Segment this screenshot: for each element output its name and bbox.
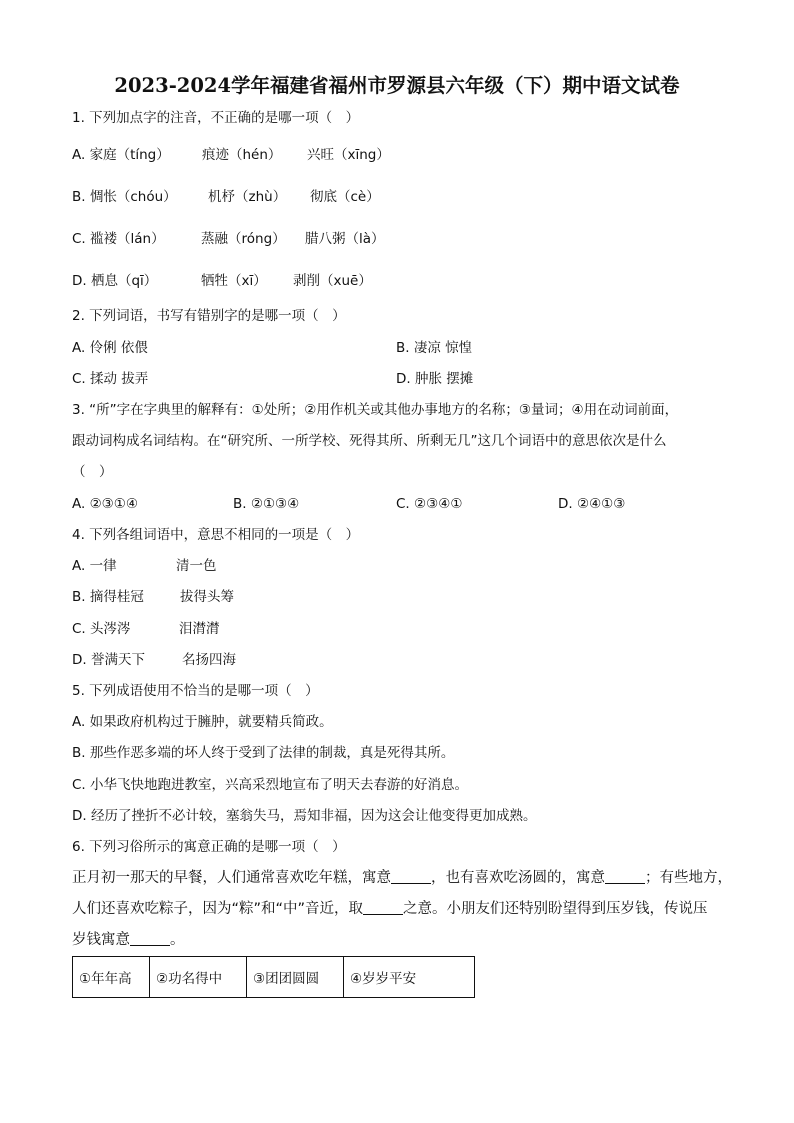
q5-stem: 5. 下列成语使用不恰当的是哪一项（ ） [72, 683, 319, 699]
q2-option-c: C. 揉动 拔弄 [72, 371, 149, 387]
q5-option-c: C. 小华飞快地跑进教室，兴高采烈地宣布了明天去春游的好消息。 [72, 777, 469, 793]
q3-stem-line3: （ ） [72, 464, 113, 480]
q1-option-c: C. 褴褛（lán） 蒸融（róng） 腊八粥（là） [72, 231, 385, 247]
q3-option-b: B. ②①③④ [233, 496, 300, 512]
q2-stem: 2. 下列词语，书写有错别字的是哪一项（ ） [72, 308, 346, 324]
table-cell: ②功名得中 [150, 957, 247, 998]
q5-option-d: D. 经历了挫折不必计较，塞翁失马，焉知非福，因为这会让他变得更加成熟。 [72, 808, 537, 824]
q3-stem-line2: 跟动词构成名词结构。在“研究所、一所学校、死得其所、所剩无几”这几个词语中的意思依次是什么 [72, 433, 667, 449]
q3-stem-line1: 3. “所”字在字典里的解释有：①处所；②用作机关或其他办事地方的名称；③量词；④用在动词前面， [72, 402, 679, 418]
q1-option-d: D. 栖息（qī） 牺牲（xī） 剥削（xuē） [72, 273, 372, 289]
q4-option-b: B. 摘得桂冠 拔得头筹 [72, 589, 234, 605]
q2-option-a: A. 伶俐 依偎 [72, 340, 148, 356]
q1-option-a: A. 家庭（tíng） 痕迹（hén） 兴旺（xīng） [72, 147, 390, 163]
q3-option-a: A. ②③①④ [72, 496, 138, 512]
q6-passage-line1: 正月初一那天的早餐，人们通常喜欢吃年糕，寓意 ，也有喜欢吃汤圆的，寓意 ；有些地方， [72, 870, 732, 886]
table-cell: ①年年高 [73, 957, 150, 998]
answer-blank [391, 869, 431, 884]
answer-blank [605, 869, 645, 884]
table-row [73, 957, 475, 998]
q5-option-a: A. 如果政府机构过于臃肿，就要精兵简政。 [72, 714, 333, 730]
q6-stem: 6. 下列习俗所示的寓意正确的是哪一项（ ） [72, 839, 346, 855]
page-title: 2023-2024学年福建省福州市罗源县六年级（下）期中语文试卷 [114, 74, 680, 97]
q6-passage-line3: 岁钱寓意 。 [72, 932, 185, 948]
answer-blank [130, 931, 170, 946]
q5-option-b: B. 那些作恶多端的坏人终于受到了法律的制裁，真是死得其所。 [72, 745, 455, 761]
q6-passage-line2: 人们还喜欢吃粽子，因为“粽”和“中”音近，取 之意。小朋友们还特别盼望得到压岁钱，传说压 [72, 901, 708, 917]
q1-stem: 1. 下列加点字的注音，不正确的是哪一项（ ） [72, 110, 360, 126]
q3-option-c: C. ②③④① [396, 496, 463, 512]
answer-blank [363, 900, 403, 915]
q2-option-b: B. 凄凉 惊惶 [396, 340, 473, 356]
q2-option-d: D. 肿胀 摆摊 [396, 371, 474, 387]
q4-stem: 4. 下列各组词语中，意思不相同的一项是（ ） [72, 527, 360, 543]
table-cell: ④岁岁平安 [344, 957, 475, 998]
q4-option-c: C. 头涔涔 泪潸潸 [72, 621, 220, 637]
q3-option-d: D. ②④①③ [558, 496, 626, 512]
q1-option-b: B. 惆怅（chóu） 机杼（zhù） 彻底（cè） [72, 189, 380, 205]
q4-option-d: D. 誉满天下 名扬四海 [72, 652, 236, 668]
q4-option-a: A. 一律 清一色 [72, 558, 217, 574]
q6-options-table [72, 956, 475, 998]
table-cell: ③团团圆圆 [247, 957, 344, 998]
